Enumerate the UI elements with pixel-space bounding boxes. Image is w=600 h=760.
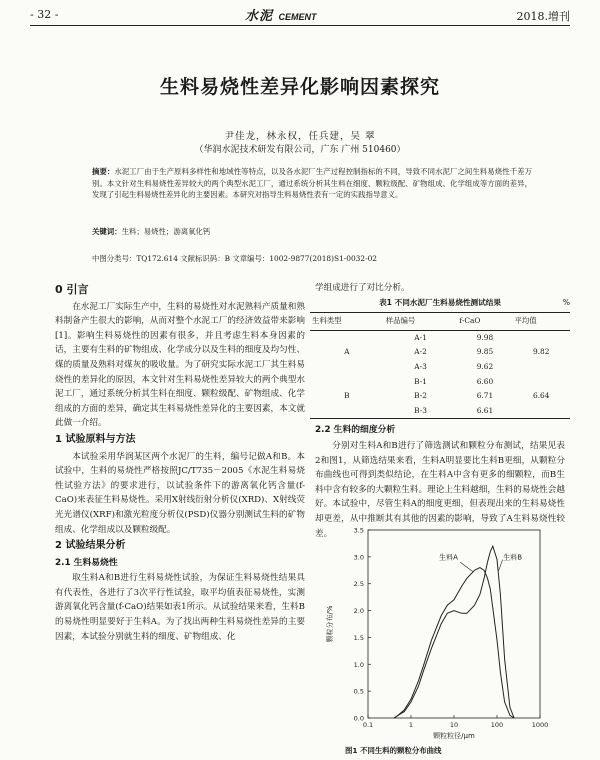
table-cell: A-3 <box>414 361 427 371</box>
table-cell <box>310 330 384 345</box>
table-row <box>310 404 570 419</box>
table1-caption <box>310 296 570 311</box>
table1-unit: % <box>562 297 570 307</box>
page-number: - 32 - <box>30 8 59 21</box>
table-cell: B <box>344 391 350 401</box>
journal-logo <box>245 5 317 24</box>
table-cell: 6.61 <box>457 404 512 419</box>
figure1-caption: 图1 不同生料的颗粒分布曲线 <box>345 746 442 755</box>
table-cell <box>512 404 570 419</box>
table-cell: B-1 <box>414 376 427 386</box>
article-affiliation: （华润水泥技术研发有限公司，广东 广州 510460） <box>194 145 406 155</box>
table1-caption-text: 表1 不同水泥厂生料易烧性测试结果 <box>379 297 501 307</box>
x-tick-label: 100 <box>490 721 504 729</box>
series-leader-b <box>499 560 503 571</box>
y-tick-label: 2.5 <box>353 580 364 589</box>
section21-heading: 2.1 生料易烧性 <box>55 557 118 568</box>
table-row <box>310 375 570 390</box>
series-leader-a <box>460 562 473 572</box>
series-line-a <box>394 568 514 718</box>
table-cell <box>512 330 570 345</box>
series-label-b: 生料B <box>503 553 523 562</box>
abstract-label: 摘要： <box>92 167 115 176</box>
table-row <box>310 360 570 375</box>
y-axis-label: 颗粒分布/% <box>326 605 334 643</box>
table-cell: 9.98 <box>476 332 494 342</box>
x-tick-label: 1 <box>408 721 414 729</box>
table-cell: 9.85 <box>476 347 494 357</box>
section2-heading: 2 试验结果分析 <box>55 540 126 552</box>
issue-label: 2018.增刊 <box>516 10 570 23</box>
abstract <box>92 166 532 201</box>
y-tick-label: 3.0 <box>353 553 364 562</box>
y-tick-label: 0.0 <box>353 714 364 723</box>
table-row <box>310 330 570 345</box>
table-row <box>310 345 570 360</box>
table-cell <box>310 360 384 375</box>
section22-heading: 2.2 生料的细度分析 <box>315 425 396 436</box>
section21-paragraph: 取生料A和B进行生料易烧性试验，为保证生料易烧性结果具有代表性，各进行了3次平行性试验，取平均值表征易烧性，实测游离氧化钙含量(f-CaO)结果如表1所示。从试验结果来看，生料B的易烧性明显要好于生料A。为了找出两种生料易烧性差异的主要因素，本试验分别就生料的细度、矿物组成、化 <box>55 573 305 642</box>
right-column <box>312 281 570 541</box>
journal-name: 水泥 <box>245 9 274 24</box>
intro-paragraph: 在水泥工厂实际生产中，生料的易烧性对水泥熟料产质量和熟料制备产生很大的影响，从而对整个水泥工厂的经济效益带来影响[1]。影响生料易烧性的因素有很多，并且考虑生料本身因素的话，主要有生料的矿物组成、化学成分以及生料的细度及均匀性、煤的质量及熟料对煤灰的吸收量。为了研究实际水泥工厂其生料易烧性的差异化的原因，本文针对生料易烧性差异较大的两个典型水泥工厂，通过系统分析其生料在细度、颗粒级配、矿物组成、化学组成的方面的差异，确定其生料易烧性差异化的主要因素，本文就此做一介绍。 <box>55 301 305 429</box>
table1-header-row <box>310 313 570 331</box>
table-cell <box>310 404 384 419</box>
table-cell <box>310 375 384 390</box>
x-axis-label: 颗粒粒径/μm <box>433 732 475 740</box>
keywords-label: 关键词： <box>92 227 122 236</box>
table-cell: 6.60 <box>476 376 494 386</box>
continued-text: 学组成进行了对比分析。 <box>315 283 410 293</box>
y-tick-label: 0.5 <box>353 687 364 696</box>
table-row <box>310 389 570 404</box>
keywords-text: 生料；易烧性；游离氧化钙 <box>121 227 211 236</box>
x-tick-label: 1000 <box>531 721 549 729</box>
particle-distribution-chart <box>318 520 550 742</box>
table-cell: A-1 <box>414 332 427 342</box>
section1-paragraph: 本试验采用华润某区两个水泥厂的生料，编号记做A和B。本试验中，生料的易烧性严格按照JC/T735－2005《水泥生料易烧性试验方法》的要求进行，以试验条件下的游离氧化钙含量(f-CaO)来表征生料易烧性。采用X射线衍射分析仪(XRD)、X射线荧光光谱仪(XRF)和激光粒度分析仪(PSD)仪器分别测试生料的矿物组成、化学组成以及颗粒级配。 <box>55 451 305 535</box>
header-rule <box>30 25 570 26</box>
keywords <box>92 226 532 237</box>
table1-header: f-CaO <box>457 313 512 331</box>
table1-header: 生料类型 <box>310 313 384 331</box>
x-tick-label: 10 <box>449 721 459 729</box>
table1-header: 平均值 <box>512 313 570 331</box>
article-authors: 尹佳龙，林永权，任兵建，吴 翠 <box>224 131 376 142</box>
journal-latin: CEMENT <box>278 12 317 22</box>
table-cell: A <box>344 347 350 357</box>
x-tick-label: 0.1 <box>362 721 374 729</box>
section22-paragraph: 分别对生料A和B进行了筛选测试和颗粒分布测试，结果见表2和图1，从筛选结果来看，生料A明显要比生料B更细，从颗粒分布曲线也可得到类似结论，在生料A中含有更多的细颗粒，而B生料中含有较多的大颗粒生料。理论上生料越细，生料的易烧性会越好。本试验中，尽管生料A的细度更细，但表现出来的生料易烧性却更差，从中推断其有其他的因素的影响，导致了A生料易烧性较差。 <box>315 440 565 539</box>
table-cell: 9.62 <box>476 361 494 371</box>
y-tick-label: 1.5 <box>353 633 364 642</box>
classification-meta: 中图分类号：TQ172.614 文献标识码：B 文章编号：1002-9877(2018)S1-0032-02 <box>92 254 377 263</box>
section1-heading: 1 试验原料与方法 <box>55 433 136 445</box>
table1 <box>310 312 570 419</box>
table-cell: 6.71 <box>476 391 494 401</box>
table1-header: 样品编号 <box>384 313 458 331</box>
table-cell <box>512 375 570 390</box>
y-tick-label: 3.5 <box>353 526 364 535</box>
table-cell: 6.64 <box>533 391 550 401</box>
table-cell: B-2 <box>414 391 427 401</box>
y-tick-label: 1.0 <box>353 660 364 669</box>
table-cell: A-2 <box>414 347 427 357</box>
table-cell: 9.82 <box>533 347 550 357</box>
article-title: 生料易烧性差异化影响因素探究 <box>159 76 440 98</box>
intro-heading: 0 引言 <box>55 283 89 296</box>
series-label-a: 生料A <box>439 553 458 562</box>
y-tick-label: 2.0 <box>353 607 364 616</box>
left-column <box>55 281 305 644</box>
abstract-text: 水泥工厂由于生产原料多样性和地域性等特点，以及各水泥厂生产过程控制指标的不同，导致不同水泥厂之间生料易烧性千差万别。本文针对生料易烧性差异较大的两个典型水泥工厂，通过系统分析其生料在细度、颗粒级配、矿物组成、化学组成等方面的差异，发现了引起生料易烧性差异化的主要因素。本研究对指导生料易烧性表有一定的实践指导意义。 <box>92 167 532 199</box>
table-cell <box>512 360 570 375</box>
table-cell: B-3 <box>384 404 458 419</box>
